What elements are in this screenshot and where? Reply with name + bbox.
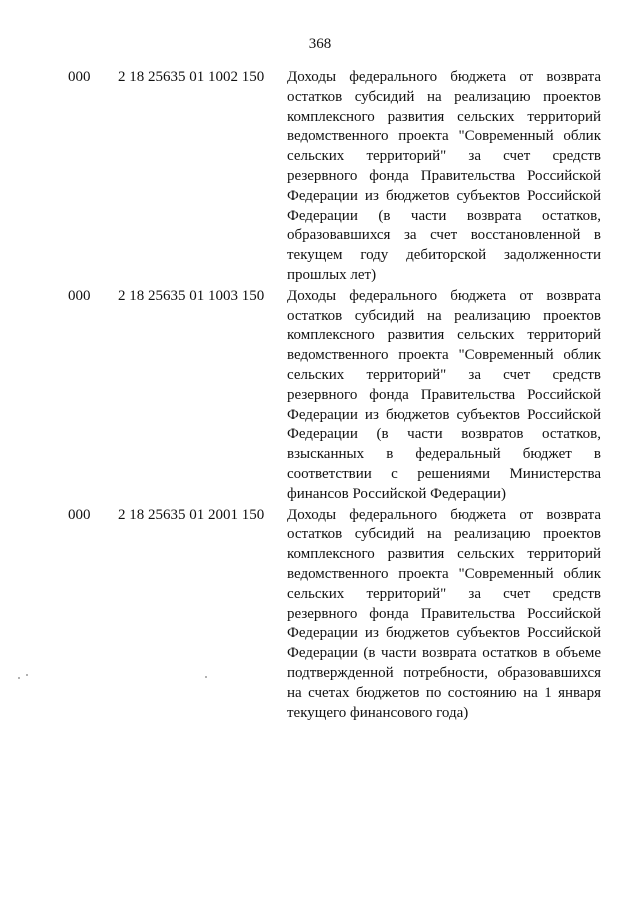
entry-description: Доходы федерального бюджета от возврата остатков субсидий на реализацию проектов комплексного развития сельских территорий ведомственного проекта "Современный облик сельских территорий" за счет средств резервного фонда Правительства Российской Федерации из бюджетов субъектов Российской Федерации (в части возврата остатков, образовавшихся за счет восстановленной в текущем году дебиторской задолженности прошлых лет): [287, 69, 601, 283]
scan-speck: [18, 677, 20, 679]
admin-code: 000: [68, 287, 91, 304]
scan-speck: [205, 676, 207, 678]
entry-description: Доходы федерального бюджета от возврата остатков субсидий на реализацию проектов комплексного развития сельских территорий ведомственного проекта "Современный облик сельских территорий" за счет средств резервного фонда Правительства Российской Федерации из бюджетов субъектов Российской Федерации (в части возврата остатков в объеме подтвержденной потребности, образовавшихся на счетах бюджетов по состоянию на 1 января текущего финансового года): [287, 506, 601, 721]
entry-description: Доходы федерального бюджета от возврата остатков субсидий на реализацию проектов комплексного развития сельских территорий ведомственного проекта "Современный облик сельских территорий" за счет средств резервного фонда Правительства Российской Федерации из бюджетов субъектов Российской Федерации (в части возвратов остатков, взысканных в федеральный бюджет в соответствии с решениями Министерства финансов Российской Федерации): [287, 287, 601, 502]
classification-code: 2 18 25635 01 1003 150: [118, 287, 265, 304]
admin-code: 000: [68, 506, 91, 523]
classification-code: 2 18 25635 01 2001 150: [118, 506, 265, 523]
table-row: [0, 287, 640, 505]
classification-table: [0, 68, 640, 724]
table-row: [0, 506, 640, 724]
page-number: 368: [308, 36, 332, 52]
admin-code: 000: [68, 69, 91, 85]
table-row: [0, 68, 640, 286]
classification-code: 2 18 25635 01 1002 150: [118, 69, 265, 85]
scan-speck: [26, 674, 28, 676]
